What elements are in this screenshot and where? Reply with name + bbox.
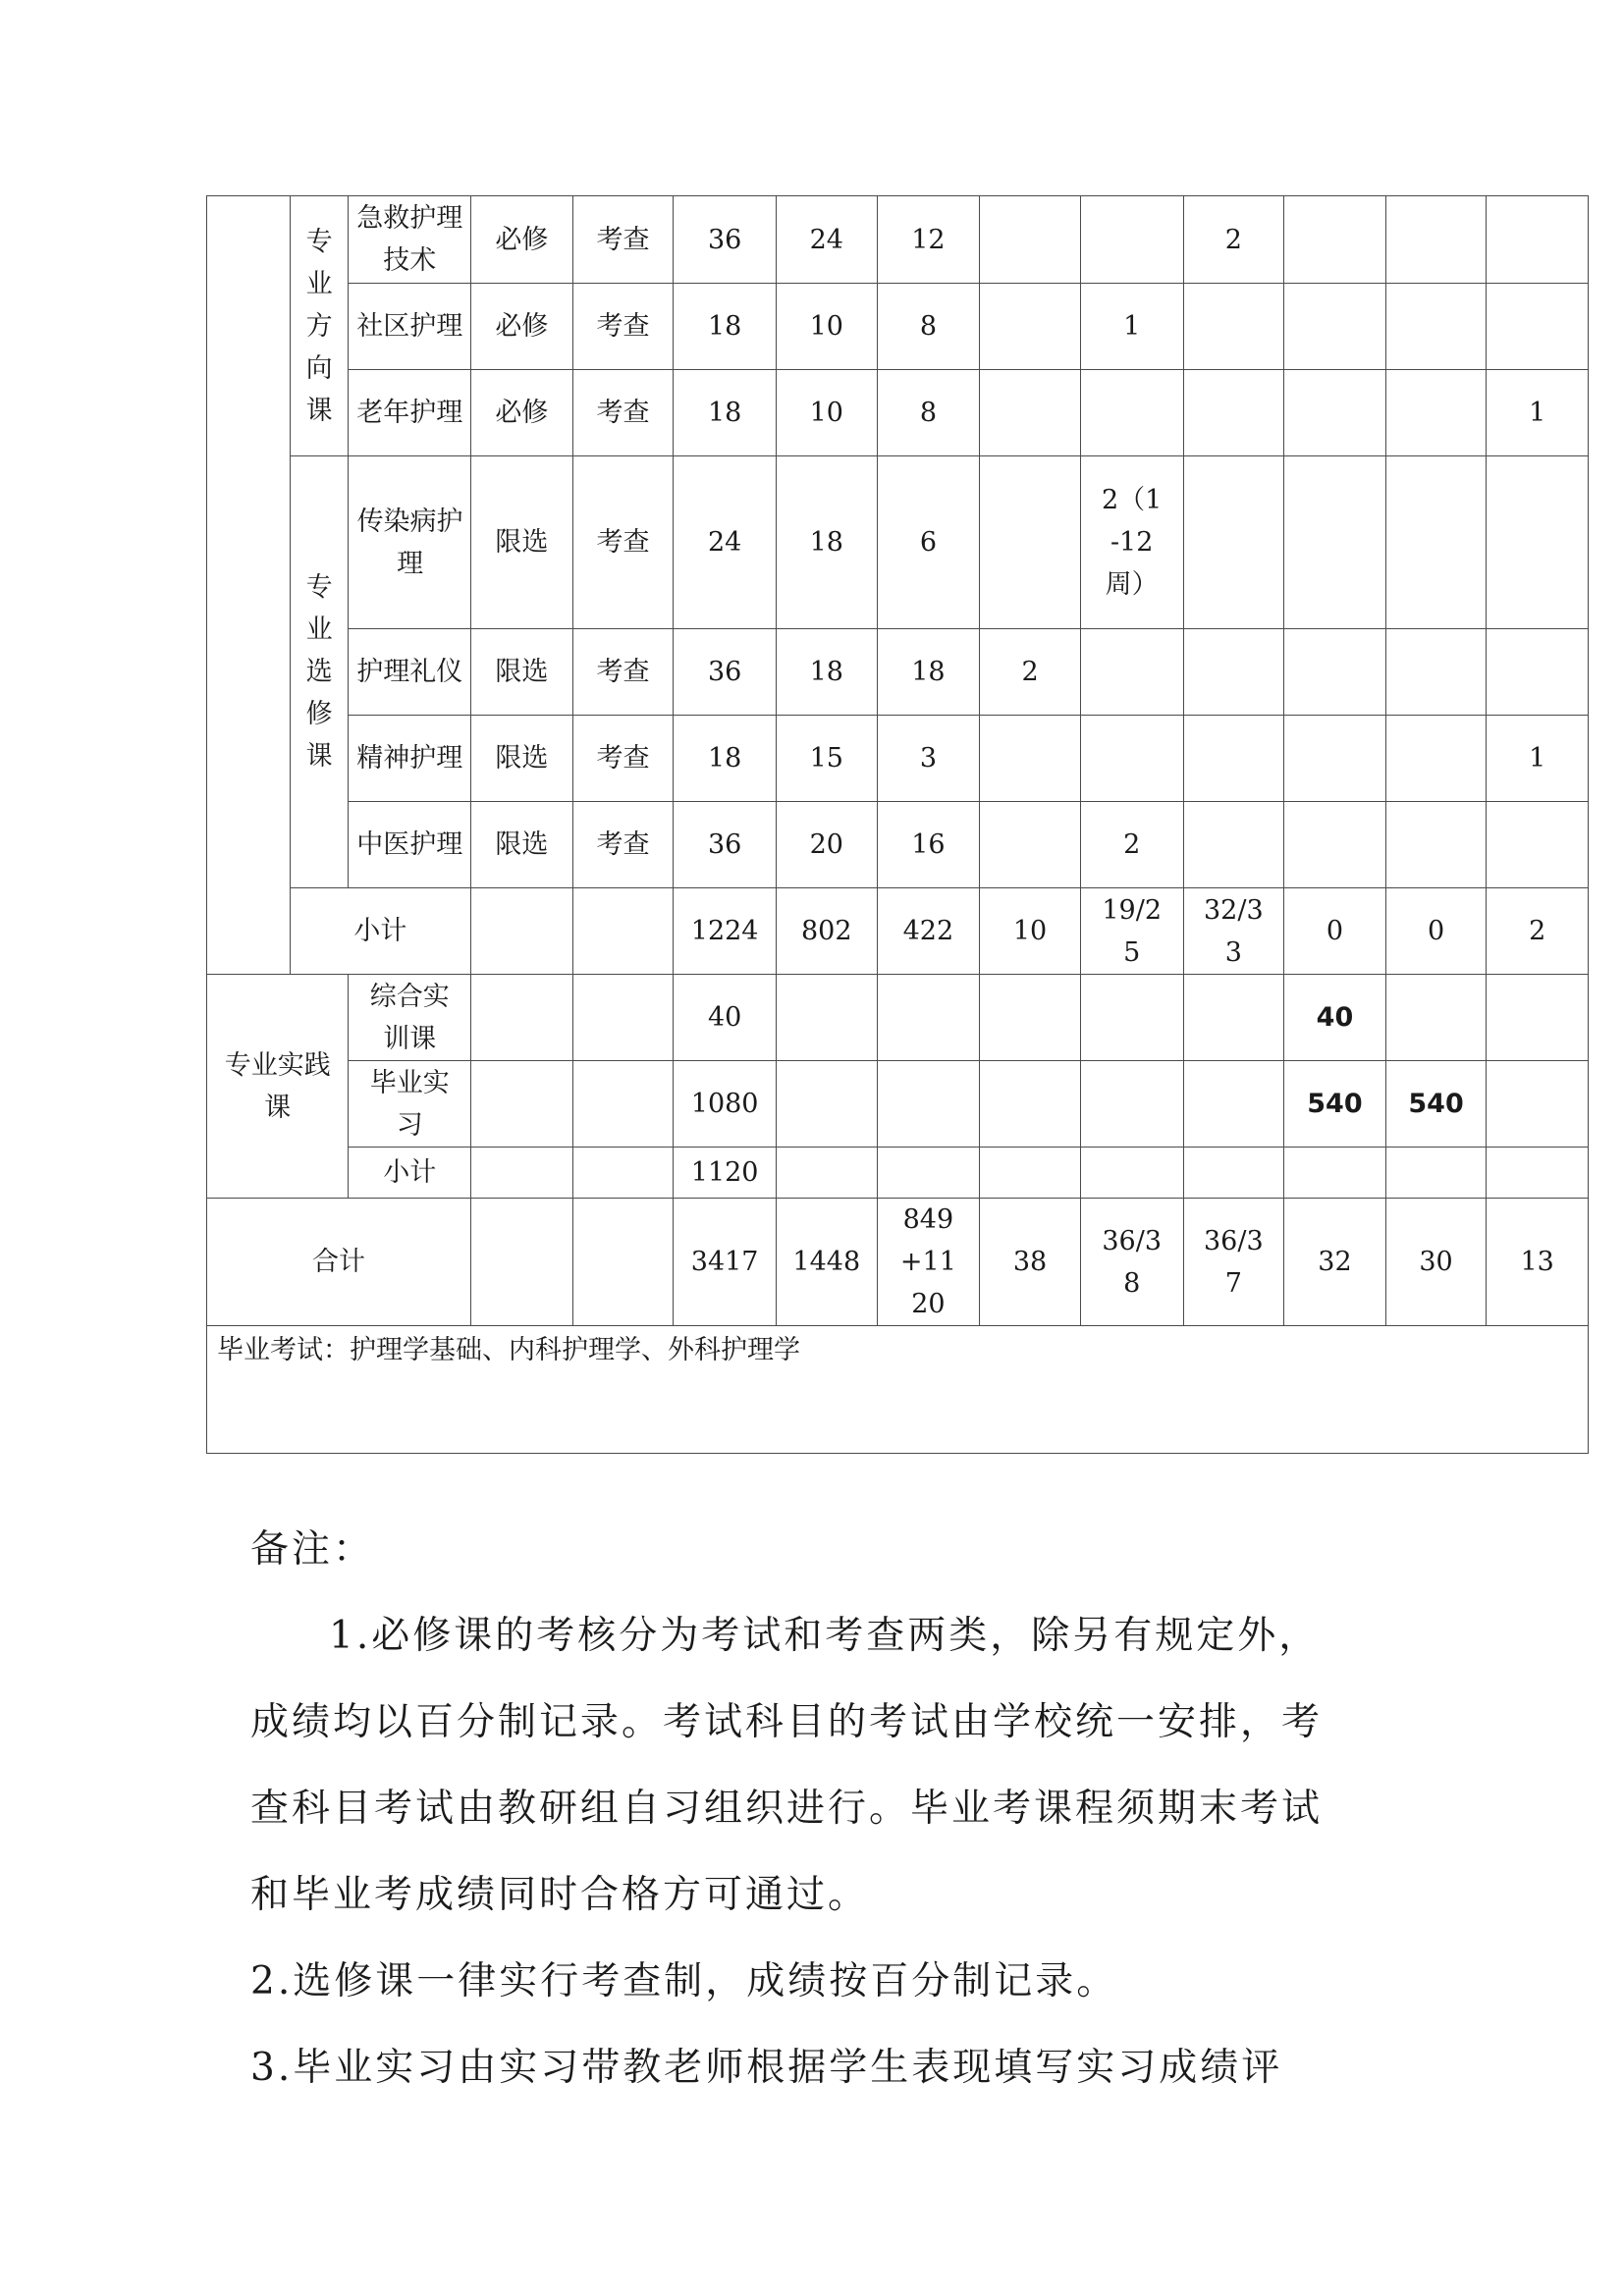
remarks-section [250,1507,1429,2111]
table-row [207,975,1589,1061]
practice-hours: 6 [877,456,980,629]
table-row [207,1061,1589,1148]
practice-hours: 18 [877,629,980,716]
semester-3 [1183,1148,1284,1199]
remark-line: 3.毕业实习由实习带教老师根据学生表现填写实习成绩评 [250,2046,1283,2090]
course-type: 必修 [471,370,573,456]
semester-6 [1487,975,1589,1061]
semester-1 [980,456,1081,629]
assessment: 考查 [572,196,674,284]
total-hours: 36 [674,802,777,888]
practice-hours: 8 [877,284,980,370]
course-type: 必修 [471,196,573,284]
assessment [572,975,674,1061]
semester-3 [1183,629,1284,716]
table-row [207,456,1589,629]
course-name: 急救护理技术 [349,196,471,284]
semester-3: 36/37 [1183,1199,1284,1326]
remark-line: 2.选修课一律实行考查制，成绩按百分制记录。 [250,1959,1118,2003]
semester-6 [1487,1148,1589,1199]
assessment: 考查 [572,802,674,888]
semester-2 [1080,1061,1183,1148]
theory-hours: 10 [776,284,877,370]
semester-4: 32 [1284,1199,1386,1326]
semester-4: 40 [1284,975,1386,1061]
theory-hours: 24 [776,196,877,284]
practice-hours: 16 [877,802,980,888]
remarks-title: 备注： [250,1527,375,1572]
assessment [572,1061,674,1148]
semester-5 [1385,284,1487,370]
table-row [207,716,1589,802]
theory-hours [776,1148,877,1199]
group-elective-label: 专业选修课 [290,456,349,888]
semester-4: 540 [1284,1061,1386,1148]
theory-hours: 15 [776,716,877,802]
semester-1 [980,716,1081,802]
total-hours: 18 [674,370,777,456]
semester-1 [980,1148,1081,1199]
semester-5: 540 [1385,1061,1487,1148]
semester-6 [1487,629,1589,716]
total-hours: 1080 [674,1061,777,1148]
theory-hours: 18 [776,629,877,716]
course-type: 限选 [471,802,573,888]
course-type [471,888,573,975]
category-cell [207,196,291,975]
semester-5 [1385,370,1487,456]
semester-5 [1385,716,1487,802]
semester-4 [1284,802,1386,888]
semester-1 [980,370,1081,456]
semester-6 [1487,1061,1589,1148]
total-hours: 36 [674,196,777,284]
course-type [471,975,573,1061]
course-type: 限选 [471,716,573,802]
theory-hours [776,1061,877,1148]
semester-1 [980,196,1081,284]
semester-5: 30 [1385,1199,1487,1326]
course-type: 必修 [471,284,573,370]
semester-5: 0 [1385,888,1487,975]
course-type: 限选 [471,629,573,716]
semester-6: 13 [1487,1199,1589,1326]
course-name: 综合实训课 [349,975,471,1061]
semester-3: 32/33 [1183,888,1284,975]
semester-2: 2（1-12周） [1080,456,1183,629]
total-hours: 1120 [674,1148,777,1199]
semester-1 [980,802,1081,888]
semester-1: 10 [980,888,1081,975]
table-row [207,284,1589,370]
practice-subtotal-label: 小计 [349,1148,471,1199]
practice-hours [877,975,980,1061]
semester-4 [1284,284,1386,370]
semester-1 [980,975,1081,1061]
semester-6: 2 [1487,888,1589,975]
total-hours: 24 [674,456,777,629]
subtotal-label: 小计 [290,888,470,975]
semester-4: 0 [1284,888,1386,975]
semester-4 [1284,196,1386,284]
semester-1 [980,1061,1081,1148]
semester-5 [1385,196,1487,284]
semester-6: 1 [1487,370,1589,456]
course-name: 中医护理 [349,802,471,888]
total-hours: 40 [674,975,777,1061]
semester-6 [1487,802,1589,888]
semester-5 [1385,975,1487,1061]
assessment: 考查 [572,370,674,456]
total-hours: 3417 [674,1199,777,1326]
semester-4 [1284,456,1386,629]
exam-note: 毕业考试：护理学基础、内科护理学、外科护理学 [207,1326,1589,1454]
assessment [572,1199,674,1326]
semester-5 [1385,629,1487,716]
table-row [207,802,1589,888]
group-practice-label: 专业实践课 [207,975,349,1199]
semester-5 [1385,802,1487,888]
semester-4 [1284,370,1386,456]
course-schedule-table [206,195,1589,1454]
assessment: 考查 [572,716,674,802]
exam-note-row [207,1326,1589,1454]
practice-hours [877,1148,980,1199]
assessment [572,888,674,975]
semester-3 [1183,456,1284,629]
semester-6: 1 [1487,716,1589,802]
practice-hours [877,1061,980,1148]
semester-2: 19/25 [1080,888,1183,975]
total-hours: 18 [674,716,777,802]
semester-2: 1 [1080,284,1183,370]
semester-3 [1183,370,1284,456]
total-hours: 36 [674,629,777,716]
course-name: 精神护理 [349,716,471,802]
semester-4 [1284,1148,1386,1199]
subtotal-row [207,888,1589,975]
assessment: 考查 [572,284,674,370]
semester-2 [1080,975,1183,1061]
semester-2 [1080,196,1183,284]
semester-6 [1487,284,1589,370]
remark-line: 1.必修课的考核分为考试和考查两类，除另有规定外， [329,1614,1321,1658]
course-name: 传染病护理 [349,456,471,629]
course-type [471,1199,573,1326]
group-direction-label: 专业方向课 [290,196,349,456]
practice-hours: 12 [877,196,980,284]
course-name: 毕业实习 [349,1061,471,1148]
total-hours: 18 [674,284,777,370]
grand-total-row [207,1199,1589,1326]
course-name: 老年护理 [349,370,471,456]
table-row [207,196,1589,284]
semester-1: 38 [980,1199,1081,1326]
practice-hours: 8 [877,370,980,456]
practice-hours: 422 [877,888,980,975]
practice-hours: 3 [877,716,980,802]
semester-6 [1487,456,1589,629]
semester-6 [1487,196,1589,284]
semester-4 [1284,629,1386,716]
remark-line: 成绩均以百分制记录。考试科目的考试由学校统一安排，考 [250,1700,1324,1744]
theory-hours: 18 [776,456,877,629]
semester-2 [1080,629,1183,716]
semester-2 [1080,370,1183,456]
assessment: 考查 [572,456,674,629]
semester-2: 36/38 [1080,1199,1183,1326]
semester-3 [1183,802,1284,888]
grand-total-label: 合计 [207,1199,471,1326]
total-hours: 1224 [674,888,777,975]
semester-2 [1080,716,1183,802]
semester-4 [1284,716,1386,802]
theory-hours [776,975,877,1061]
table-row [207,370,1589,456]
semester-3 [1183,284,1284,370]
theory-hours: 20 [776,802,877,888]
theory-hours: 802 [776,888,877,975]
theory-hours: 1448 [776,1199,877,1326]
semester-5 [1385,1148,1487,1199]
course-type [471,1148,573,1199]
semester-1: 2 [980,629,1081,716]
course-type [471,1061,573,1148]
table-row [207,629,1589,716]
assessment [572,1148,674,1199]
practice-hours: 849+1120 [877,1199,980,1326]
theory-hours: 10 [776,370,877,456]
course-name: 社区护理 [349,284,471,370]
semester-1 [980,284,1081,370]
assessment: 考查 [572,629,674,716]
semester-3 [1183,716,1284,802]
semester-5 [1385,456,1487,629]
semester-3 [1183,975,1284,1061]
remark-line: 查科目考试由教研组自习组织进行。毕业考课程须期末考试 [250,1787,1324,1831]
course-type: 限选 [471,456,573,629]
course-name: 护理礼仪 [349,629,471,716]
semester-2: 2 [1080,802,1183,888]
semester-2 [1080,1148,1183,1199]
remark-line: 和毕业考成绩同时合格方可通过。 [250,1873,870,1917]
semester-3 [1183,1061,1284,1148]
table-row [207,1148,1589,1199]
semester-3: 2 [1183,196,1284,284]
